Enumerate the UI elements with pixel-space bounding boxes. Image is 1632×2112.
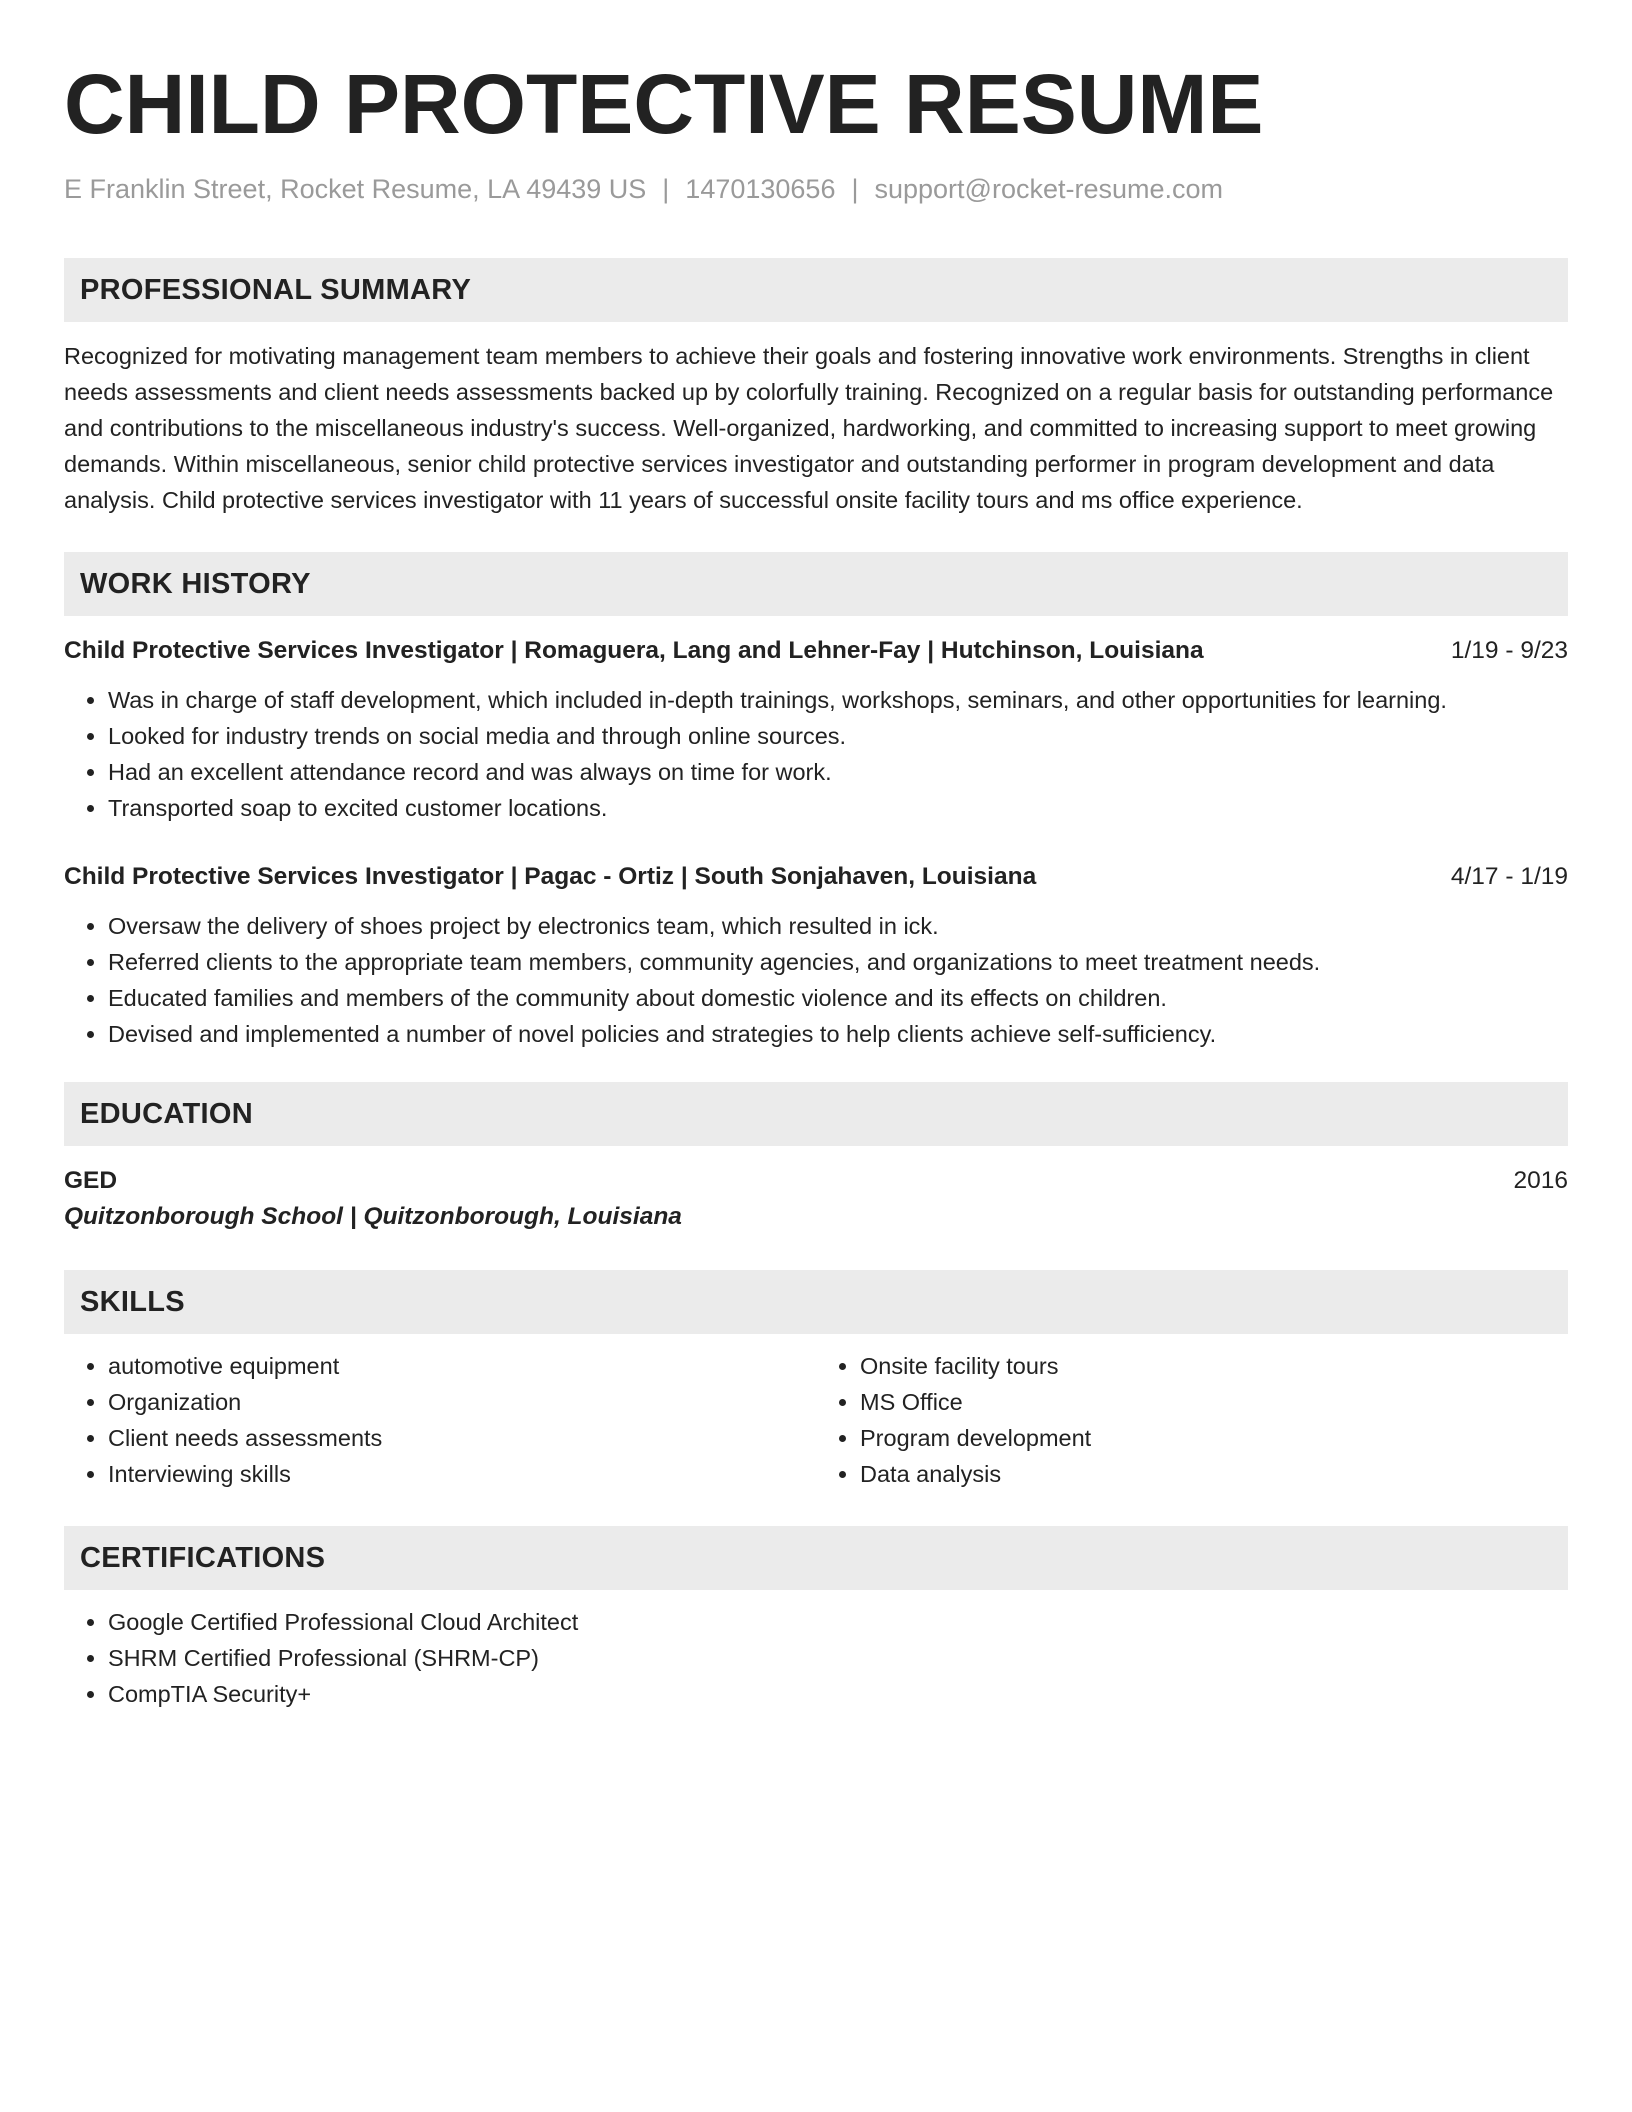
contact-separator: |: [851, 174, 859, 204]
education-school: Quitzonborough School | Quitzonborough, Louisiana: [64, 1203, 682, 1230]
skill-item: • Organization: [108, 1384, 816, 1420]
education-header: [64, 1164, 1568, 1198]
education-year: 2016: [1513, 1167, 1568, 1194]
certifications-list: [64, 1604, 1568, 1712]
contact-phone: 1470130656: [685, 174, 836, 204]
skill-item: • Program development: [860, 1420, 1568, 1456]
resume-title: CHILD PROTECTIVE RESUME: [64, 57, 1264, 151]
job-title: Child Protective Services Investigator | Romaguera, Lang and Lehner-Fay | Hutchinson, Louisiana: [64, 637, 1204, 664]
job-header: [64, 634, 1568, 668]
contact-address: E Franklin Street, Rocket Resume, LA 49439 US: [64, 174, 647, 204]
job-bullet: • Devised and implemented a number of novel policies and strategies to help clients achieve self-sufficiency.: [108, 1016, 1568, 1052]
certification-item: • CompTIA Security+: [108, 1676, 1568, 1712]
job-dates: 1/19 - 9/23: [1450, 637, 1568, 664]
summary-text: Recognized for motivating management team members to achieve their goals and fostering innovative work environments. Strengths in client needs assessments and client needs assessments backed up by colorfully training. Recognized on a regular basis for outstanding performance and contributions to the miscellaneous industry's success. Well-organized, hardworking, and committed to increasing support to meet growing demands. Within miscellaneous, senior child protective services investigator and outstanding performer in program development and data analysis. Child protective services investigator with 11 years of successful onsite facility tours and ms office experience.: [64, 343, 1554, 513]
job-header: [64, 860, 1568, 894]
job-bullet-list: [64, 682, 1568, 826]
job-entry: [64, 634, 1568, 826]
job-title: Child Protective Services Investigator | Pagac - Ortiz | South Sonjahaven, Louisiana: [64, 863, 1037, 890]
job-bullet: • Had an excellent attendance record and was always on time for work.: [108, 754, 1568, 790]
job-bullet: • Was in charge of staff development, which included in-depth trainings, workshops, seminars, and other opportunities for learning.: [108, 682, 1568, 718]
skill-item: • Onsite facility tours: [860, 1348, 1568, 1384]
job-bullet: • Looked for industry trends on social media and through online sources.: [108, 718, 1568, 754]
summary-section-heading: PROFESSIONAL SUMMARY: [64, 258, 1568, 322]
skills-list-left: [64, 1348, 816, 1492]
job-bullet-list: [64, 908, 1568, 1052]
job-bullet: • Oversaw the delivery of shoes project by electronics team, which resulted in ick.: [108, 908, 1568, 944]
job-entry: [64, 860, 1568, 1052]
skill-item: • automotive equipment: [108, 1348, 816, 1384]
skill-item: • Interviewing skills: [108, 1456, 816, 1492]
skill-item: • Data analysis: [860, 1456, 1568, 1492]
contact-line: [64, 172, 1568, 206]
job-bullet: • Transported soap to excited customer locations.: [108, 790, 1568, 826]
job-bullet: • Referred clients to the appropriate team members, community agencies, and organizations to meet treatment needs.: [108, 944, 1568, 980]
education-degree: GED: [64, 1167, 118, 1194]
contact-email: support@rocket-resume.com: [874, 174, 1224, 204]
skill-item: • Client needs assessments: [108, 1420, 816, 1456]
education-section-heading: EDUCATION: [64, 1082, 1568, 1146]
skills-list-right: [816, 1348, 1568, 1492]
skill-item: • MS Office: [860, 1384, 1568, 1420]
work-history-section-heading: WORK HISTORY: [64, 552, 1568, 616]
skills-grid: [64, 1348, 1568, 1492]
certification-item: • Google Certified Professional Cloud Architect: [108, 1604, 1568, 1640]
job-dates: 4/17 - 1/19: [1450, 863, 1568, 890]
job-bullet: • Educated families and members of the community about domestic violence and its effects on children.: [108, 980, 1568, 1016]
certification-item: • SHRM Certified Professional (SHRM-CP): [108, 1640, 1568, 1676]
skills-section-heading: SKILLS: [64, 1270, 1568, 1334]
certifications-section-heading: CERTIFICATIONS: [64, 1526, 1568, 1590]
contact-separator: |: [662, 174, 670, 204]
